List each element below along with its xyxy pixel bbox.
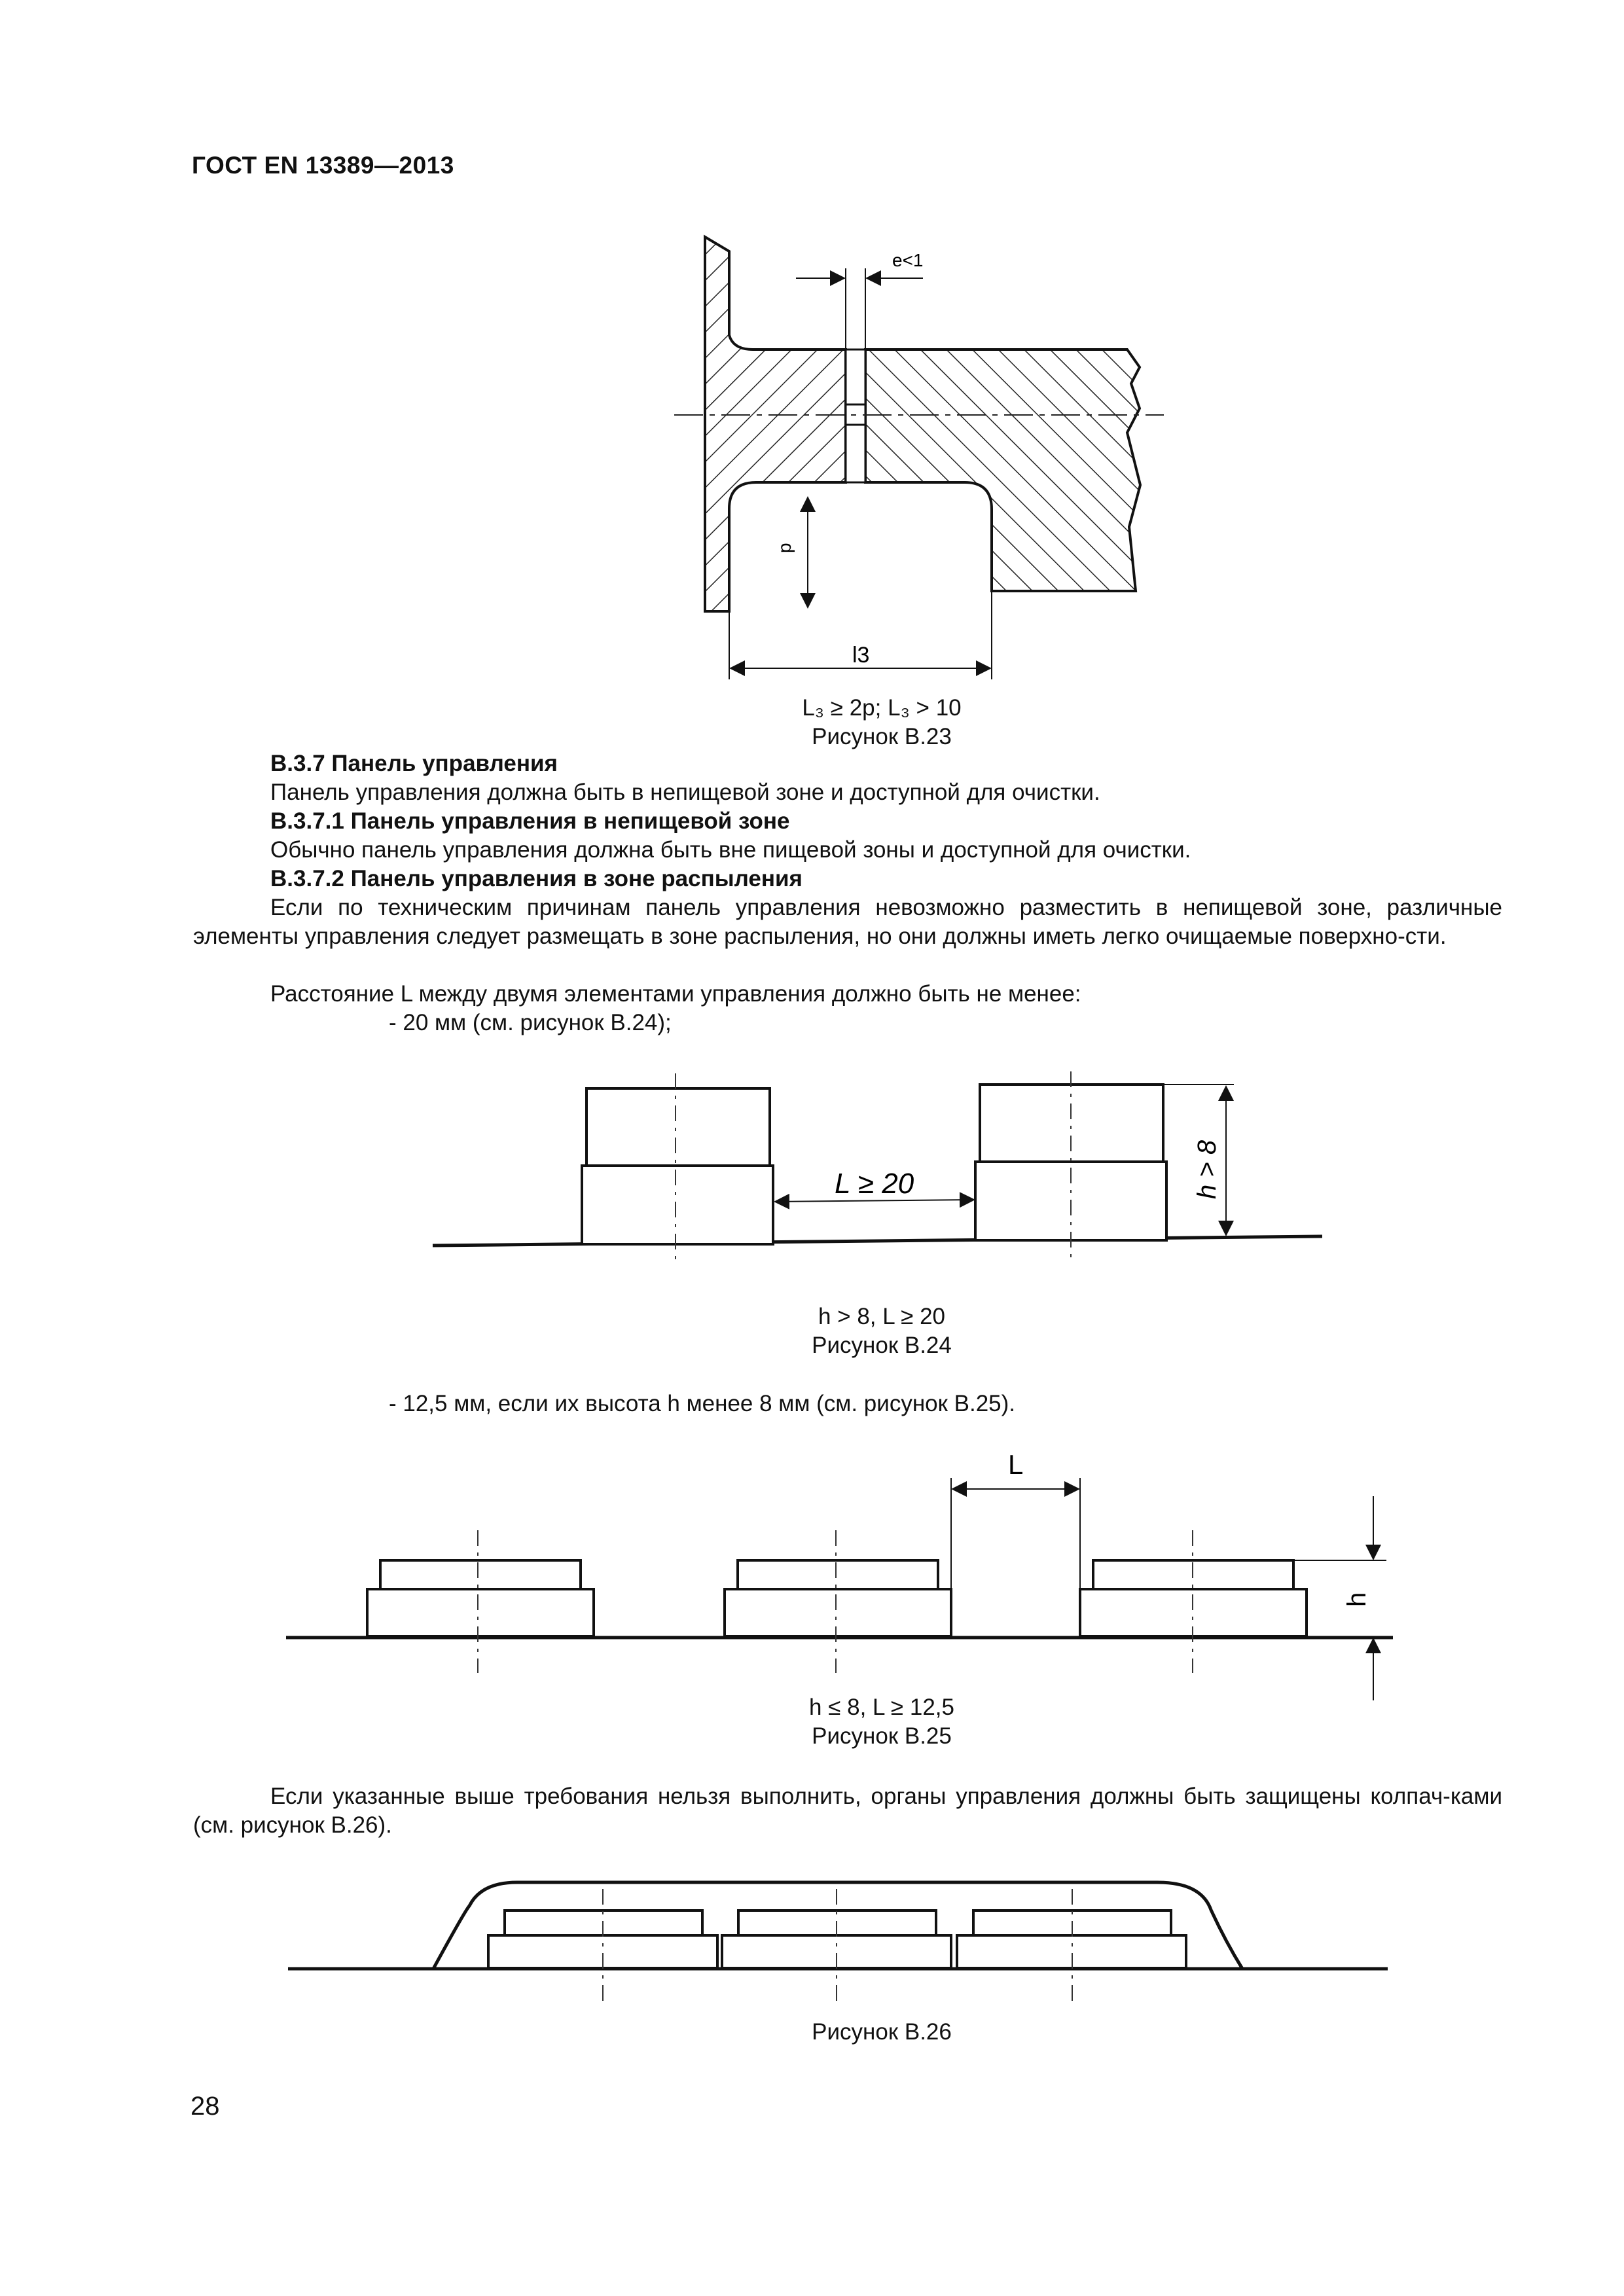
figure-b23-p-label: p <box>774 543 795 553</box>
figure-b23-caption: Рисунок В.23 <box>812 724 952 749</box>
figure-b24-formula: h > 8, L ≥ 20 <box>818 1304 946 1329</box>
figure-b26-control-3 <box>957 1889 1186 2001</box>
figure-b26-control-2 <box>722 1889 951 2001</box>
page-number: 28 <box>190 2092 220 2121</box>
figure-b25-formula: h ≤ 8, L ≥ 12,5 <box>809 1695 954 1720</box>
section-b37-heading: В.3.7 Панель управления <box>270 751 558 776</box>
figure-b26-control-1 <box>488 1889 717 2001</box>
figure-b26-caption: Рисунок В.26 <box>812 2019 952 2045</box>
figure-b25-l-label: L <box>1008 1449 1024 1480</box>
section-b371-text: Обычно панель управления должна быть вне пищевой зоны и доступной для очистки. <box>270 837 1191 863</box>
figure-b23-e-label: e<1 <box>892 250 924 270</box>
figure-b24-caption: Рисунок В.24 <box>812 1333 952 1358</box>
document-header: ГОСТ EN 13389—2013 <box>192 152 454 179</box>
section-b372-item-1: - 20 мм (см. рисунок В.24); <box>389 1010 672 1035</box>
figure-b25-caption: Рисунок В.25 <box>812 1723 952 1749</box>
section-b371-heading: В.3.7.1 Панель управления в непищевой зоне <box>270 808 790 834</box>
caps-paragraph: Если указанные выше требования нельзя выполнить, органы управления должны быть защищены колпач-ками (см. рисунок В.26). <box>193 1784 1502 1838</box>
figure-b25-h-label: h <box>1343 1592 1371 1607</box>
figure-b24-l-label: L ≥ 20 <box>835 1168 914 1200</box>
section-b372-heading: В.3.7.2 Панель управления в зоне распыления <box>270 866 803 891</box>
figure-b23-formula: L₃ ≥ 2p; L₃ > 10 <box>802 695 962 721</box>
figure-b23-l3-label: l3 <box>852 643 870 668</box>
figure-b24-h-label: h > 8 <box>1193 1139 1221 1199</box>
section-b37-text: Панель управления должна быть в непищевой зоне и доступной для очистки. <box>270 780 1100 805</box>
section-b372-paragraph: Если по техническим причинам панель управления невозможно разместить в непищевой зоне, различные элементы управления следует размещать в зоне распыления, но они должны иметь легко очищаемые поверхно-сти. <box>193 895 1502 949</box>
section-b372-item-2: - 12,5 мм, если их высота h менее 8 мм (см. рисунок В.25). <box>389 1391 1016 1416</box>
section-b372-distance-intro: Расстояние L между двумя элементами управления должно быть не менее: <box>270 981 1081 1007</box>
